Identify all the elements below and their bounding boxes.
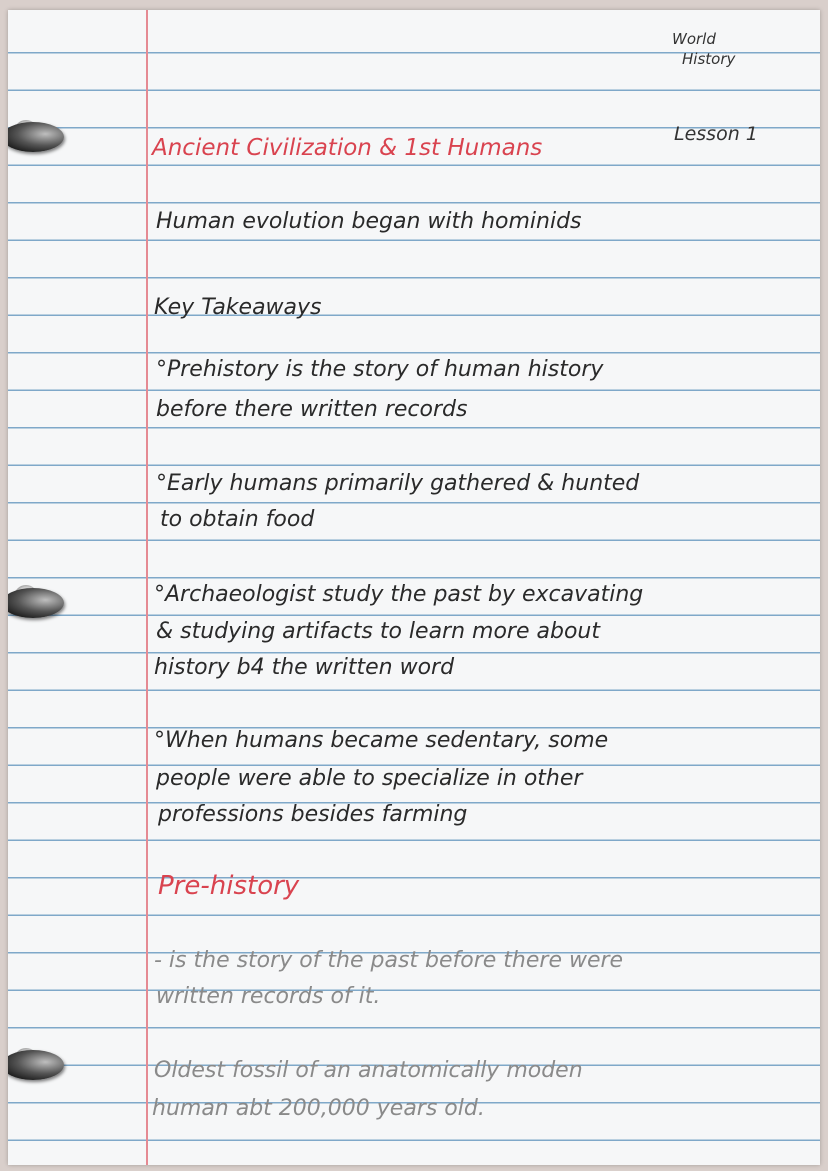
binder-ring-bottom [8,1050,64,1080]
prehistory-heading: Pre-history [158,871,300,901]
takeaway-3-line1: °Archaeologist study the past by excavating [154,582,644,607]
takeaway-3-line3: history b4 the written word [154,655,455,680]
margin-line [146,10,148,1165]
subject-label-line1: World [672,30,716,48]
fossil-note-line1: Oldest fossil of an anatomically moden [154,1058,583,1083]
takeaway-4-line2: people were able to specialize in other [156,766,583,791]
takeaways-heading: Key Takeaways [154,295,322,320]
notebook-page [8,10,820,1165]
fossil-note-line2: human abt 200,000 years old. [152,1096,485,1121]
page-title: Ancient Civilization & 1st Humans [152,135,543,161]
binder-ring-middle [8,588,64,618]
binder-ring-top [8,122,64,152]
takeaway-3-line2: & studying artifacts to learn more about [156,619,600,644]
takeaway-2-line2: to obtain food [160,507,315,532]
subject-label-line2: History [682,50,736,68]
takeaway-4-line1: °When humans became sedentary, some [154,728,609,753]
prehistory-definition-line2: written records of it. [156,984,381,1009]
takeaway-1-line1: °Prehistory is the story of human history [156,357,604,382]
prehistory-definition-line1: - is the story of the past before there were [154,948,624,973]
intro-line: Human evolution began with hominids [156,209,582,234]
takeaway-2-line1: °Early humans primarily gathered & hunted [156,471,640,496]
lesson-label: Lesson 1 [674,123,758,145]
takeaway-1-line2: before there written records [156,397,468,422]
takeaway-4-line3: professions besides farming [158,802,468,827]
